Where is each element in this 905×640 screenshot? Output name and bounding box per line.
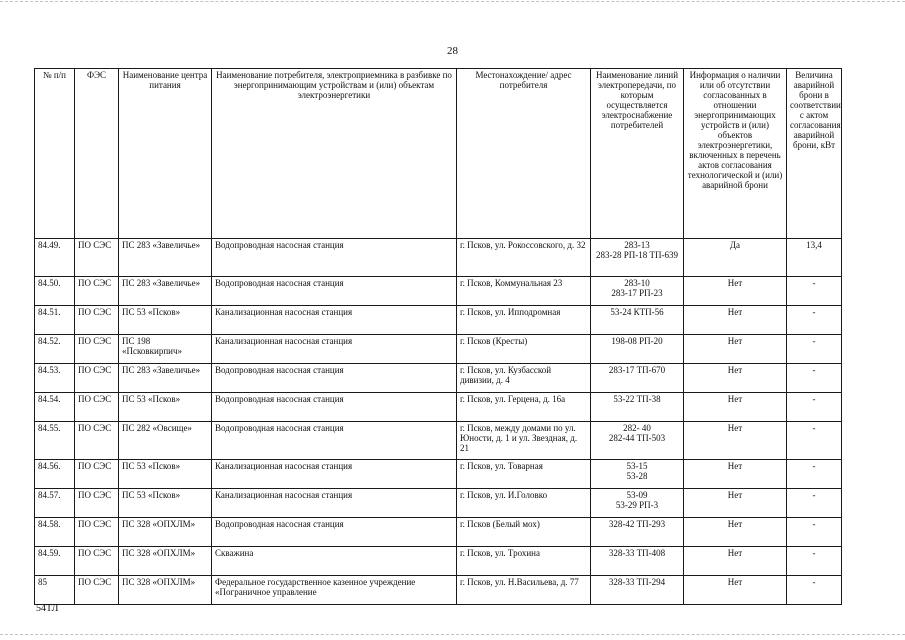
row-fes: ПО СЭС	[75, 460, 119, 489]
row-number: 84.52.	[35, 335, 75, 364]
reservation-table	[34, 68, 842, 605]
row-agreement-info: Да	[684, 239, 787, 277]
row-number: 84.49.	[35, 239, 75, 277]
table-row	[35, 364, 842, 393]
row-consumer: Водопроводная насосная станция	[212, 239, 457, 277]
row-agreement-info: Нет	[684, 576, 787, 605]
row-address: г. Псков, ул. Товарная	[457, 460, 591, 489]
row-power-center: ПС 328 «ОПХЛМ»	[119, 576, 212, 605]
row-reserve-value: -	[787, 489, 842, 518]
table-header	[35, 69, 842, 239]
power-line-primary: 328-33 ТП-294	[608, 577, 666, 587]
header-num: № п/п	[35, 69, 75, 239]
row-address: г. Псков, ул. И.Головко	[457, 489, 591, 518]
table-row	[35, 277, 842, 306]
power-line-primary: 328-42 ТП-293	[608, 519, 666, 529]
row-power-center: ПС 283 «Завеличье»	[119, 239, 212, 277]
row-address: г. Псков (Кресты)	[457, 335, 591, 364]
row-address: г. Псков, ул. Трохина	[457, 547, 591, 576]
row-address: г. Псков, ул. Рокоссовского, д. 32	[457, 239, 591, 277]
row-power-lines	[591, 335, 684, 364]
scan-edge-bottom	[0, 634, 905, 635]
row-reserve-value: -	[787, 518, 842, 547]
row-agreement-info: Нет	[684, 547, 787, 576]
row-address: г. Псков, ул. Н.Васильева, д. 77	[457, 576, 591, 605]
row-fes: ПО СЭС	[75, 518, 119, 547]
row-address: г. Псков, ул. Кузбасской дивизии, д. 4	[457, 364, 591, 393]
row-fes: ПО СЭС	[75, 306, 119, 335]
table-row	[35, 422, 842, 460]
row-address: г. Псков, между домами по ул. Юности, д. 1 и ул. Звездная, д. 21	[457, 422, 591, 460]
row-address: г. Псков, ул. Ипподромная	[457, 306, 591, 335]
row-reserve-value: -	[787, 277, 842, 306]
row-reserve-value: -	[787, 393, 842, 422]
row-consumer: Водопроводная насосная станция	[212, 364, 457, 393]
row-address: г. Псков (Белый мох)	[457, 518, 591, 547]
row-fes: ПО СЭС	[75, 277, 119, 306]
row-reserve-value: -	[787, 460, 842, 489]
row-power-lines	[591, 422, 684, 460]
row-power-lines	[591, 460, 684, 489]
header-consumer: Наименование потребителя, электроприемника в разбивке по энергопринимающим устройствам и (или) объектам электроэнергетики	[212, 69, 457, 239]
row-fes: ПО СЭС	[75, 576, 119, 605]
row-power-center: ПС 53 «Псков»	[119, 306, 212, 335]
table-row	[35, 393, 842, 422]
row-agreement-info: Нет	[684, 364, 787, 393]
row-power-lines	[591, 518, 684, 547]
table-body	[35, 239, 842, 605]
scan-edge-top	[0, 1, 905, 2]
page-number: 28	[447, 45, 458, 57]
row-reserve-value: -	[787, 547, 842, 576]
row-number: 84.55.	[35, 422, 75, 460]
row-consumer: Водопроводная насосная станция	[212, 518, 457, 547]
row-reserve-value: -	[787, 335, 842, 364]
row-consumer: Федеральное государственное казенное учреждение «Пограничное управление	[212, 576, 457, 605]
row-agreement-info: Нет	[684, 335, 787, 364]
power-line-primary: 53-24 КТП-56	[610, 307, 664, 317]
row-fes: ПО СЭС	[75, 239, 119, 277]
row-address: г. Псков, Коммунальная 23	[457, 277, 591, 306]
row-power-center: ПС 328 «ОПХЛМ»	[119, 547, 212, 576]
row-power-lines	[591, 576, 684, 605]
row-fes: ПО СЭС	[75, 393, 119, 422]
row-power-lines	[591, 489, 684, 518]
row-agreement-info: Нет	[684, 460, 787, 489]
footer-code: 54ТЛ	[36, 603, 59, 614]
header-fes: ФЭС	[75, 69, 119, 239]
row-agreement-info: Нет	[684, 306, 787, 335]
row-number: 84.54.	[35, 393, 75, 422]
row-power-center: ПС 53 «Псков»	[119, 489, 212, 518]
header-power-lines: Наименование линий электропередачи, по которым осуществляется электроснабжение потребителей	[591, 69, 684, 239]
row-agreement-info: Нет	[684, 489, 787, 518]
row-reserve-value: -	[787, 422, 842, 460]
row-consumer: Водопроводная насосная станция	[212, 277, 457, 306]
power-line-secondary: 53-28	[626, 471, 648, 481]
row-consumer: Канализационная насосная станция	[212, 460, 457, 489]
table-row	[35, 460, 842, 489]
row-consumer: Канализационная насосная станция	[212, 489, 457, 518]
power-line-primary: 198-08 РП-20	[611, 336, 663, 346]
table-row	[35, 518, 842, 547]
table-row	[35, 547, 842, 576]
row-power-lines	[591, 306, 684, 335]
row-fes: ПО СЭС	[75, 364, 119, 393]
row-number: 84.50.	[35, 277, 75, 306]
table-row	[35, 306, 842, 335]
row-reserve-value: 13,4	[787, 239, 842, 277]
row-fes: ПО СЭС	[75, 489, 119, 518]
table-row	[35, 335, 842, 364]
row-power-lines	[591, 393, 684, 422]
row-consumer: Канализационная насосная станция	[212, 335, 457, 364]
header-power-center: Наименование центра питания	[119, 69, 212, 239]
row-consumer: Канализационная насосная станция	[212, 306, 457, 335]
row-fes: ПО СЭС	[75, 547, 119, 576]
row-power-center: ПС 53 «Псков»	[119, 460, 212, 489]
power-line-secondary: 283-28 РП-18 ТП-639	[596, 250, 678, 260]
row-power-center: ПС 53 «Псков»	[119, 393, 212, 422]
row-number: 84.51.	[35, 306, 75, 335]
row-power-center: ПС 328 «ОПХЛМ»	[119, 518, 212, 547]
row-power-lines	[591, 547, 684, 576]
power-line-secondary: 53-29 РП-3	[615, 500, 659, 510]
table-row	[35, 576, 842, 605]
row-power-center: ПС 283 «Завеличье»	[119, 364, 212, 393]
power-line-secondary: 283-17 РП-23	[611, 288, 663, 298]
row-fes: ПО СЭС	[75, 422, 119, 460]
table-row	[35, 489, 842, 518]
row-consumer: Скважина	[212, 547, 457, 576]
row-power-lines	[591, 364, 684, 393]
table-row	[35, 239, 842, 277]
row-number: 84.57.	[35, 489, 75, 518]
row-power-lines	[591, 277, 684, 306]
header-agreement-info: Информация о наличии или об отсутствии согласованных в отношении энергопринимающих устройств и (или) объектов электроэнергетики, включенных в перечень актов согласования технологической и (или) аварийной брони	[684, 69, 787, 239]
power-line-primary: 283-17 ТП-670	[608, 365, 666, 375]
header-address: Местонахождение/ адрес потребителя	[457, 69, 591, 239]
row-reserve-value: -	[787, 306, 842, 335]
power-line-primary: 282- 40	[623, 423, 651, 433]
row-power-center: ПС 198 «Псковкирпич»	[119, 335, 212, 364]
power-line-primary: 53-09	[626, 490, 648, 500]
row-address: г. Псков, ул. Герцена, д. 16а	[457, 393, 591, 422]
row-number: 84.58.	[35, 518, 75, 547]
power-line-primary: 328-33 ТП-408	[608, 548, 666, 558]
row-reserve-value: -	[787, 576, 842, 605]
row-reserve-value: -	[787, 364, 842, 393]
power-line-primary: 283-10	[624, 278, 650, 288]
row-fes: ПО СЭС	[75, 335, 119, 364]
row-power-center: ПС 283 «Завеличье»	[119, 277, 212, 306]
row-agreement-info: Нет	[684, 518, 787, 547]
row-number: 84.59.	[35, 547, 75, 576]
row-number: 84.53.	[35, 364, 75, 393]
row-consumer: Водопроводная насосная станция	[212, 422, 457, 460]
power-line-secondary: 282-44 ТП-503	[608, 433, 666, 443]
row-agreement-info: Нет	[684, 393, 787, 422]
power-line-primary: 53-22 ТП-38	[613, 394, 661, 404]
row-power-center: ПС 282 «Овсище»	[119, 422, 212, 460]
header-reserve-value: Величина аварийной брони в соответствии с актом согласования аварийной брони, кВт	[787, 69, 842, 239]
power-line-primary: 283-13	[624, 240, 650, 250]
row-number: 85	[35, 576, 75, 605]
row-number: 84.56.	[35, 460, 75, 489]
power-line-primary: 53-15	[626, 461, 648, 471]
row-consumer: Водопроводная насосная станция	[212, 393, 457, 422]
row-agreement-info: Нет	[684, 422, 787, 460]
row-power-lines	[591, 239, 684, 277]
row-agreement-info: Нет	[684, 277, 787, 306]
